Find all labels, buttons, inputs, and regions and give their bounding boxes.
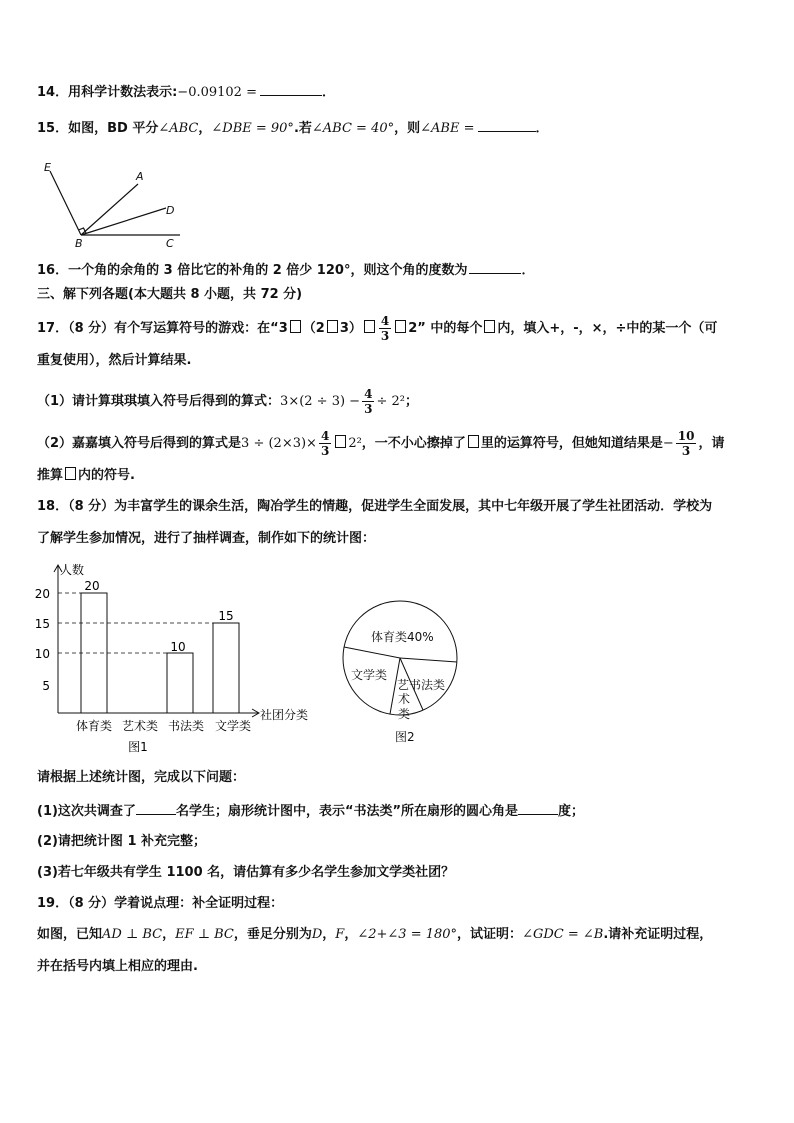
q19-text-b: ， <box>162 927 176 942</box>
bar-value-label-sports: 20 <box>84 579 100 593</box>
q18-p1-text-b: 名学生；扇形统计图中，表示“书法类”所在扇形的圆心角是 <box>175 804 519 819</box>
q15-angle-abc: ∠ABC <box>158 121 199 136</box>
pie-divider-sports-calligraphy <box>400 658 457 662</box>
q17-part2-text-b: ，一不小心擦掉了 <box>361 436 466 451</box>
section-3-heading: 三、解下列各题(本大题共 8 小题，共 72 分) <box>37 287 303 302</box>
q19-text-e: ，试证明： <box>457 927 523 942</box>
question-18-part-1 <box>37 800 584 822</box>
y-axis-label: 人数 <box>60 563 85 577</box>
q17-part2-line2-box <box>65 467 76 480</box>
y-tick-label-5: 5 <box>42 679 50 693</box>
point-label-c: C <box>166 237 174 250</box>
q17-part2-fraction-den: 3 <box>320 444 330 458</box>
x-axis-label: 社团分类 <box>260 708 309 722</box>
x-tick-label-calligraphy: 书法类 <box>167 719 205 733</box>
q19-point-f: F <box>335 927 345 942</box>
pie-label-calligraphy: 艺书法类 <box>397 678 446 692</box>
question-19-line-1: 19．（8 分）学着说点理：补全证明过程： <box>37 896 284 911</box>
q16-text: 16．一个角的余角的 3 倍比它的补角的 2 倍少 120°，则这个角的度数为 <box>37 263 468 278</box>
q17-part2-text-c: 里的运算符号，但她知道结果是 <box>480 436 663 451</box>
q17-box-1 <box>290 320 301 333</box>
pie-label-sports: 体育类40% <box>371 630 434 644</box>
q15-end: ． <box>535 121 549 136</box>
question-18-line-2: 了解学生参加情况，进行了抽样调查，制作如下的统计图： <box>37 531 376 546</box>
q19-text-a: 如图，已知 <box>37 927 103 942</box>
pie-label-art-1: 术 <box>398 692 411 706</box>
q15-condition-1: ∠DBE = 90° <box>211 121 294 136</box>
q19-condition-ef-bc: EF ⊥ BC <box>175 927 234 942</box>
q17-part2-text-d: ，请 <box>698 436 725 451</box>
point-label-b: B <box>75 237 83 250</box>
q17-part2-expr-b: 2² <box>348 436 362 451</box>
ray-bd <box>81 208 166 235</box>
q16-answer-blank[interactable] <box>469 259 521 274</box>
q17-part2-line2-a: 推算 <box>37 468 64 483</box>
q17-part2-box-ref <box>468 435 479 448</box>
question-17-line-1 <box>37 314 717 343</box>
y-tick-label-10: 10 <box>34 647 50 661</box>
q17-part2-expr-a: 3 ÷ (2×3)× <box>241 436 317 451</box>
q18-p1-text-c: 度； <box>558 804 585 819</box>
q17-part2-line2-b: 内的符号. <box>78 468 135 483</box>
point-label-a: A <box>136 170 144 183</box>
q17-fraction-den: 3 <box>380 329 390 343</box>
q17-text-c: 3） <box>339 321 362 336</box>
q15-angle-figure <box>38 154 188 250</box>
q15-text-a: 15．如图，BD 平分 <box>37 121 159 136</box>
question-17-line-2: 重复使用），然后计算结果. <box>37 353 192 368</box>
question-18-instruction: 请根据上述统计图，完成以下问题： <box>37 770 246 785</box>
q19-text-d: ， <box>344 927 358 942</box>
q17-part1-fraction-num: 4 <box>364 387 373 401</box>
pie-divider-sports-literature <box>344 647 400 658</box>
q18-students-blank[interactable] <box>136 800 176 815</box>
q19-condition-ad-bc: AD ⊥ BC <box>102 927 163 942</box>
question-15 <box>37 117 549 139</box>
y-tick-label-15: 15 <box>34 617 50 631</box>
q15-text-c: .若 <box>293 121 312 136</box>
q17-part2-text-a: （2）嘉嘉填入符号后得到的算式是 <box>37 436 242 451</box>
pie-label-art-2: 类 <box>398 707 411 721</box>
q16-end: ． <box>521 263 535 278</box>
q15-text-d: ，则 <box>394 121 421 136</box>
question-18-line-1: 18．（8 分）为丰富学生的课余生活，陶冶学生的情趣，促进学生全面发展，其中七年级开展了学生社团活动．学校为 <box>37 499 713 514</box>
q17-box-3 <box>364 320 375 333</box>
q17-box-2 <box>327 320 338 333</box>
bar-chart-title: 图1 <box>128 740 148 754</box>
pie-chart-title: 图2 <box>395 730 415 744</box>
pie-label-literature: 文学类 <box>351 668 388 682</box>
q15-answer-blank[interactable] <box>478 117 536 132</box>
bar-value-label-calligraphy: 10 <box>170 640 186 654</box>
q18-angle-blank[interactable] <box>518 800 558 815</box>
question-16 <box>37 259 534 281</box>
q14-expression: −0.09102 = <box>177 85 257 100</box>
q19-text-f: .请补充证明过程， <box>603 927 713 942</box>
q18-p1-text-a: (1)这次共调查了 <box>37 804 136 819</box>
q17-part2-fraction <box>319 429 331 458</box>
q14-end: ． <box>321 85 335 100</box>
x-tick-label-literature: 文学类 <box>214 719 252 733</box>
q17-box-4 <box>395 320 406 333</box>
y-tick-label-20: 20 <box>34 587 50 601</box>
q17-part1-fraction-den: 3 <box>364 402 373 416</box>
ray-ba <box>81 184 138 235</box>
q17-fraction <box>379 314 391 343</box>
pie-chart-figure-2 <box>335 590 475 750</box>
q17-text-b: （2 <box>302 321 325 336</box>
bar-chart-figure-1 <box>30 560 330 756</box>
bar-literature <box>213 623 239 713</box>
q19-text-c: ，垂足分别为 <box>233 927 312 942</box>
question-18-part-2: (2)请把统计图 1 补充完整； <box>37 834 207 849</box>
q17-fraction-num: 4 <box>380 314 390 328</box>
q15-ask: ∠ABE = <box>420 121 475 136</box>
q17-text-a: 17．（8 分）有个写运算符号的游戏：在“3 <box>37 321 288 336</box>
q15-condition-2: ∠ABC = 40° <box>311 121 395 136</box>
q19-point-d: D <box>311 927 323 942</box>
q17-part1-expr-b: ÷ 2² <box>376 394 405 409</box>
q14-answer-blank[interactable] <box>260 81 322 96</box>
point-label-e: E <box>44 161 51 174</box>
q17-text-d: 2” 中的每个 <box>408 321 483 336</box>
bar-value-label-literature: 15 <box>218 609 234 623</box>
bar-calligraphy <box>167 653 193 713</box>
q17-part2-result-sign: − <box>662 436 674 451</box>
q17-part2-result-den: 3 <box>681 444 691 458</box>
x-tick-label-art: 艺术类 <box>121 719 159 733</box>
q17-part1-fraction <box>362 387 374 416</box>
ray-be <box>50 171 81 235</box>
q17-part2-result-num: 10 <box>677 429 695 443</box>
question-19-line-2 <box>37 925 712 945</box>
question-17-part-1 <box>37 387 418 416</box>
question-19-line-3: 并在括号内填上相应的理由. <box>37 959 198 974</box>
point-label-d: D <box>166 204 175 217</box>
q17-part1-end: ； <box>404 394 418 409</box>
q19-condition-angles: ∠2+∠3 = 180° <box>357 927 458 942</box>
question-14 <box>37 81 335 103</box>
q14-text: 14．用科学计数法表示: <box>37 85 178 100</box>
x-tick-label-sports: 体育类 <box>75 719 113 733</box>
q19-separator: ， <box>322 927 336 942</box>
q17-part1-text: （1）请计算琪琪填入符号后得到的算式： <box>37 394 281 409</box>
q17-text-e: 内，填入+，-，×，÷中的某一个（可 <box>497 321 718 336</box>
q17-part2-fraction-num: 4 <box>320 429 330 443</box>
question-17-part-2-line-2 <box>37 466 135 486</box>
q17-part2-result-fraction <box>676 429 697 458</box>
question-18-part-3: (3)若七年级共有学生 1100 名，请估算有多少名学生参加文学类社团？ <box>37 865 455 880</box>
q19-goal: ∠GDC = ∠B <box>522 927 604 942</box>
question-17-part-2 <box>37 429 724 458</box>
q17-part2-box <box>335 435 346 448</box>
q15-text-b: ， <box>198 121 212 136</box>
q17-box-5 <box>484 320 495 333</box>
q17-part1-expr-a: 3×(2 ÷ 3) − <box>280 394 361 409</box>
